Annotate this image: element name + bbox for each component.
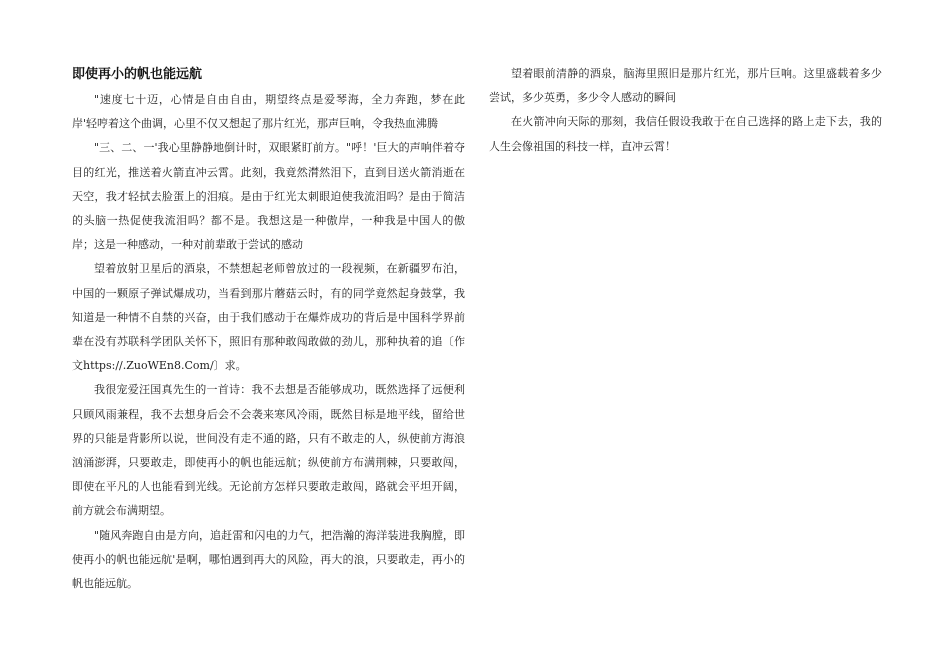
article-title: 即使再小的帆也能远航: [72, 67, 203, 82]
paragraph: "随风奔跑自由是方向，追赶雷和闪电的力气，把浩瀚的海洋装进我胸膛，即使再小的帆也能远航'是啊，哪怕遇到再大的风险，再大的浪，只要敢走，再小的帆也能远航。: [72, 528, 465, 591]
paragraph: "三、二、一'我心里静静地倒计时，双眼紧盯前方。"呼！'巨大的声响伴着夺目的红光，推送着火箭直冲云霄。此刻，我竟然潸然泪下，直到目送火箭消逝在天空，我才轻拭去脸蛋上的泪痕。是由于红光太刺眼迫使我流泪吗？是由于简洁的头脑一热促使我流泪吗？都不是。我想这是一种傲岸，一种我是中国人的傲岸；这是一种感动，一种对前辈敢于尝试的感动: [72, 141, 465, 252]
right-column: [489, 62, 882, 159]
paragraph: 望着眼前清静的酒泉，脑海里照旧是那片红光，那片巨响。这里盛载着多少尝试，多少英勇，多少令人感动的瞬间: [489, 67, 882, 105]
paragraph: 在火箭冲向天际的那刻，我信任假设我敢于在自己选择的路上走下去，我的人生会像祖国的科技一样，直冲云霄！: [489, 115, 882, 153]
paragraph: 我很宠爱汪国真先生的一首诗：我不去想是否能够成功，既然选择了远便利只顾风雨兼程，我不去想身后会不会袭来寒风冷雨，既然目标是地平线，留给世界的只能是背影所以说，世间没有走不通的路，只有不敢走的人，纵使前方海浪汹涌澎湃，只要敢走，即使再小的帆也能远航；纵使前方布满荆棘，只要敢闯，即使在平凡的人也能看到光线。无论前方怎样只要敢走敢闯，路就会平坦开阔，前方就会布满期望。: [72, 383, 465, 518]
paragraph: 望着放射卫星后的酒泉，不禁想起老师曾放过的一段视频，在新疆罗布泊，中国的一颗原子弹试爆成功，当看到那片蘑菇云时，有的同学竟然起身鼓掌，我知道是一种情不自禁的兴奋，由于我们感动于在爆炸成功的背后是中国科学界前辈在没有苏联科学团队关怀下，照旧有那种敢闯敢做的劲儿，那种执着的追〔作文https://.ZuoWEn8.Com/〕求。: [72, 262, 465, 373]
left-column: [72, 62, 465, 596]
paragraph: "速度七十迈，心情是自由自由，期望终点是爱琴海，全力奔跑，梦在此岸'轻哼着这个曲调，心里不仅又想起了那片红光，那声巨响，令我热血沸腾: [72, 93, 465, 131]
